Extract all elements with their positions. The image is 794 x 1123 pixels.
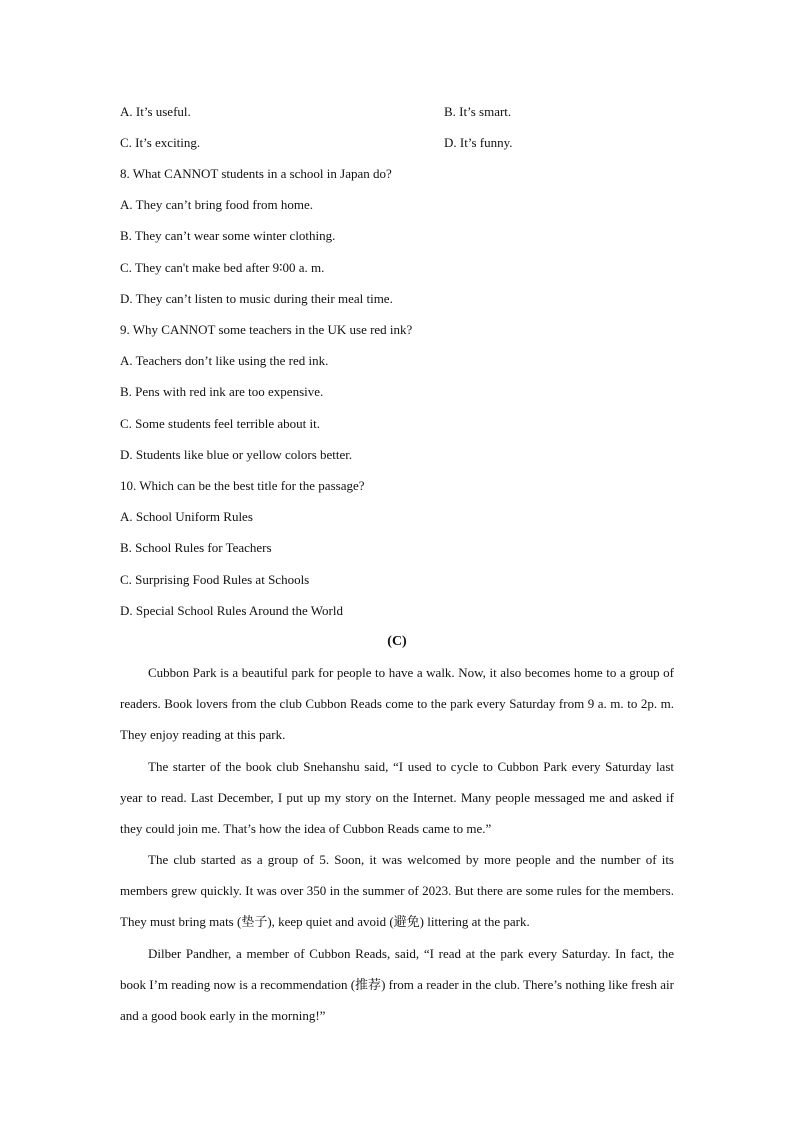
- q8-option-d: D. They can’t listen to music during their meal time.: [120, 291, 393, 306]
- q10-option-a: A. School Uniform Rules: [120, 509, 253, 524]
- q10-option-b: B. School Rules for Teachers: [120, 540, 272, 555]
- q8-option-c: C. They can't make bed after 9∶00 a. m.: [120, 260, 325, 275]
- q10-question: 10. Which can be the best title for the passage?: [120, 478, 365, 493]
- q8-option-a: A. They can’t bring food from home.: [120, 197, 314, 212]
- q8-question: 8. What CANNOT students in a school in Japan do?: [120, 166, 392, 181]
- q9-option-c: C. Some students feel terrible about it.: [120, 416, 321, 431]
- q9-option-d: D. Students like blue or yellow colors better.: [120, 447, 353, 462]
- passage-paragraph-1: Cubbon Park is a beautiful park for people to have a walk. Now, it also becomes home to a group of readers. Book lovers from the club Cubbon Reads come to the park every Saturday from 9 a. m. to 2p. m. They enjoy reading at this park.: [120, 665, 674, 743]
- q9-question: 9. Why CANNOT some teachers in the UK use red ink?: [120, 322, 413, 337]
- q7-option-d: D. It’s funny.: [444, 135, 513, 150]
- q7-option-c: C. It’s exciting.: [120, 135, 201, 150]
- q9-option-a: A. Teachers don’t like using the red ink.: [120, 353, 329, 368]
- q7-option-a: A. It’s useful.: [120, 104, 191, 119]
- section-heading: (C): [387, 634, 407, 649]
- q7-option-b: B. It’s smart.: [444, 104, 512, 119]
- passage-paragraph-2: The starter of the book club Snehanshu said, “I used to cycle to Cubbon Park every Saturday last year to read. Last December, I put up my story on the Internet. Many people messaged me and asked if they could join me. That’s how the idea of Cubbon Reads came to me.”: [120, 759, 674, 837]
- passage-paragraph-3: The club started as a group of 5. Soon, it was welcomed by more people and the number of its members grew quickly. It was over 350 in the summer of 2023. But there are some rules for the members. They must bring mats (垫子), keep quiet and avoid (避免) littering at the park.: [120, 852, 674, 930]
- q8-option-b: B. They can’t wear some winter clothing.: [120, 228, 336, 243]
- q10-option-d: D. Special School Rules Around the World: [120, 603, 343, 618]
- passage-paragraph-4: Dilber Pandher, a member of Cubbon Reads, said, “I read at the park every Saturday. In fact, the book I’m reading now is a recommendation (推荐) from a reader in the club. There’s nothing like fresh air and a good book early in the morning!”: [120, 946, 674, 1024]
- q10-option-c: C. Surprising Food Rules at Schools: [120, 572, 310, 587]
- q9-option-b: B. Pens with red ink are too expensive.: [120, 384, 324, 399]
